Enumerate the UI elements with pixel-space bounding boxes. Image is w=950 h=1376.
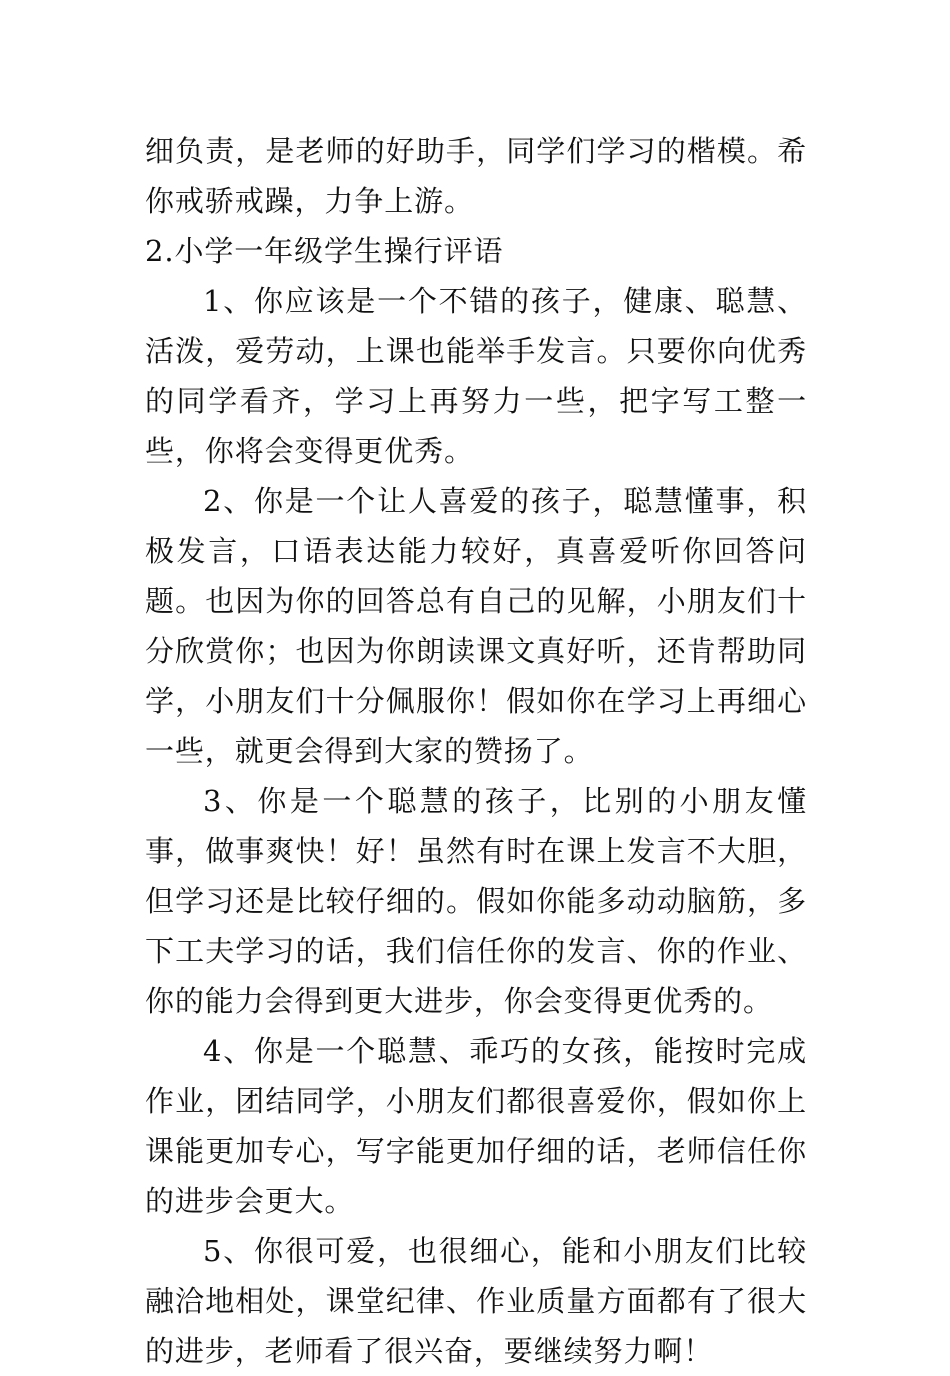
comment-paragraph-3: 3、你是一个聪慧的孩子，比别的小朋友懂事，做事爽快！好！虽然有时在课上发言不大胆，但学习还是比较仔细的。假如你能多动动脑筋，多下工夫学习的话，我们信任你的发言、你的作业、你的能力会得到更大进步，你会变得更优秀的。 — [145, 784, 807, 1018]
document-body — [145, 126, 807, 1376]
continuation-paragraph: 细负责，是老师的好助手，同学们学习的楷模。希你戒骄戒躁，力争上游。 — [145, 134, 807, 218]
section-heading: 2.小学一年级学生操行评语 — [145, 234, 504, 268]
comment-paragraph-2: 2、你是一个让人喜爱的孩子，聪慧懂事，积极发言，口语表达能力较好，真喜爱听你回答问题。也因为你的回答总有自己的见解，小朋友们十分欣赏你；也因为你朗读课文真好听，还肯帮助同学，小朋友们十分佩服你！假如你在学习上再细心一些，就更会得到大家的赞扬了。 — [145, 484, 807, 768]
comment-paragraph-4: 4、你是一个聪慧、乖巧的女孩，能按时完成作业，团结同学，小朋友们都很喜爱你，假如你上课能更加专心，写字能更加仔细的话，老师信任你的进步会更大。 — [145, 1034, 807, 1218]
comment-paragraph-5: 5、你很可爱，也很细心，能和小朋友们比较融洽地相处，课堂纪律、作业质量方面都有了很大的进步，老师看了很兴奋，要继续努力啊！ — [145, 1234, 807, 1368]
comment-paragraph-1: 1、你应该是一个不错的孩子，健康、聪慧、活泼，爱劳动，上课也能举手发言。只要你向优秀的同学看齐，学习上再努力一些，把字写工整一些，你将会变得更优秀。 — [145, 284, 807, 468]
